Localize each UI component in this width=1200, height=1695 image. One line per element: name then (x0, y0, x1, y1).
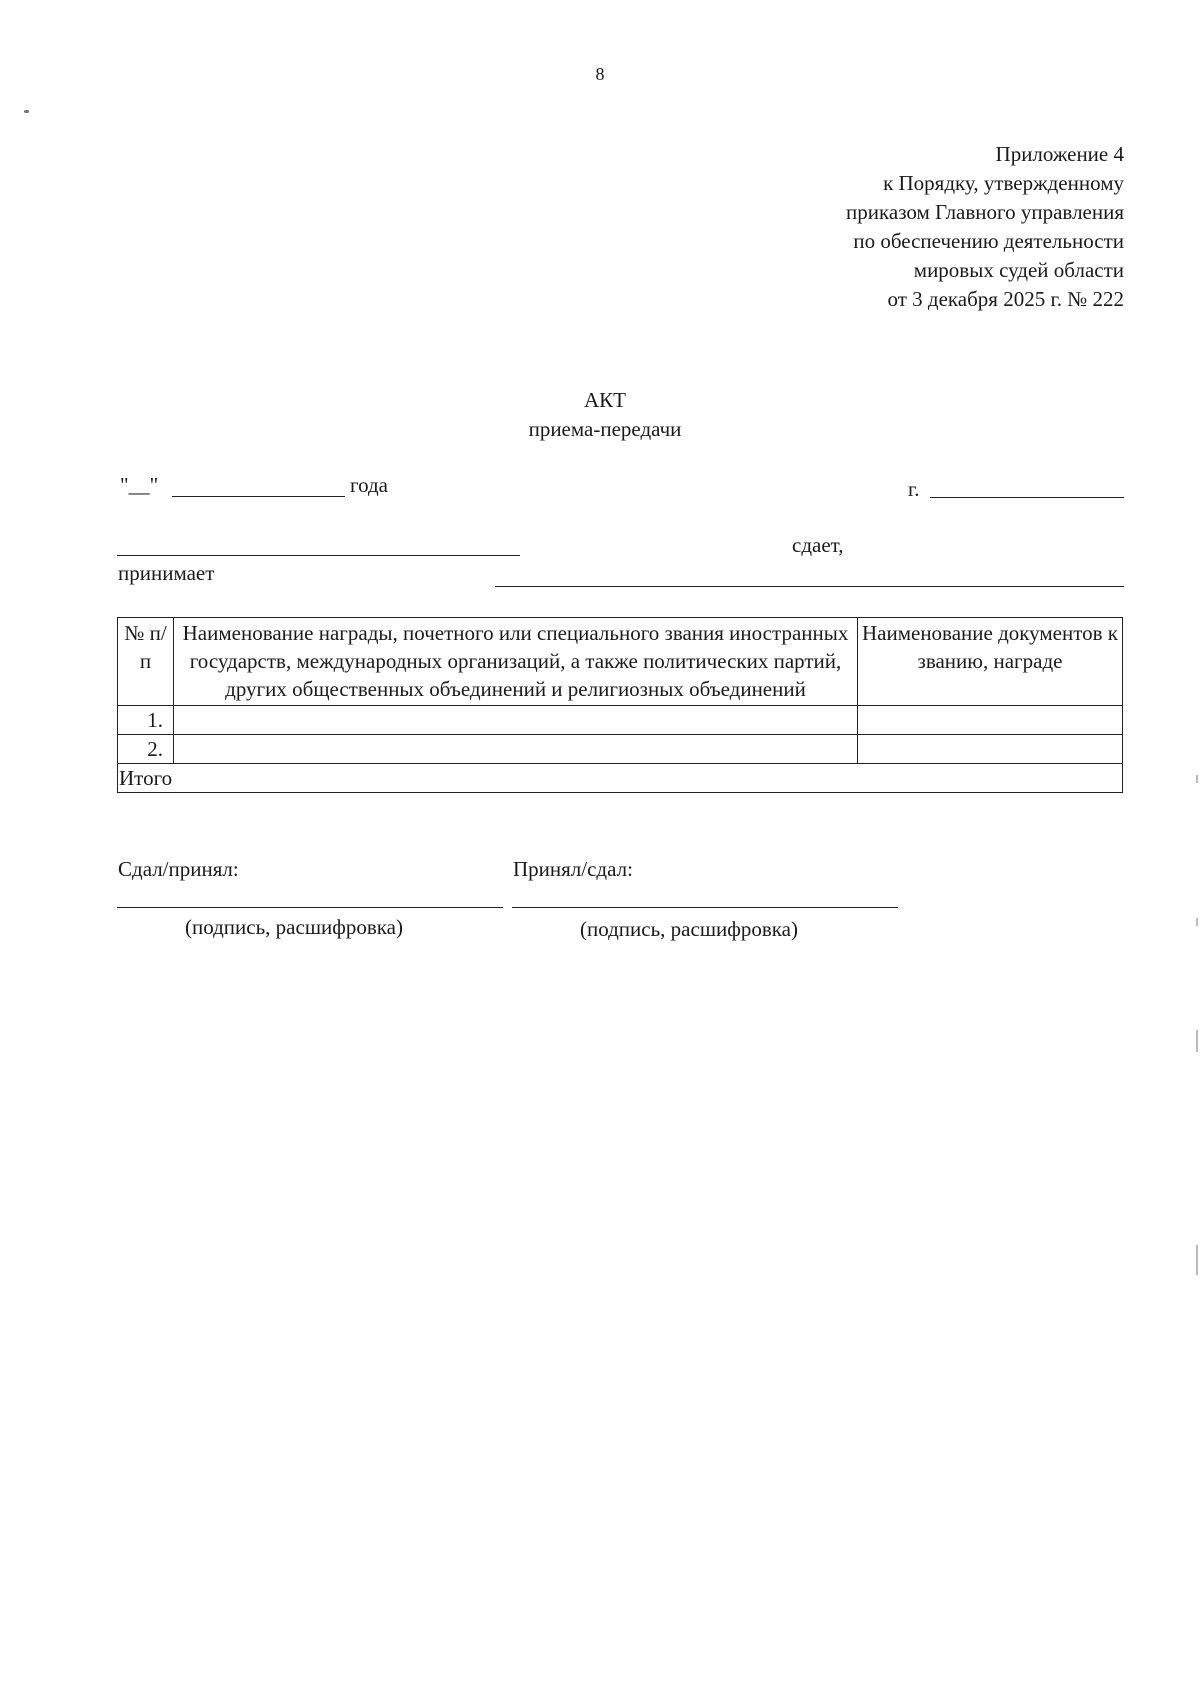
appendix-block (846, 140, 1124, 314)
appendix-line: по обеспечению деятельности (853, 229, 1124, 253)
city-line (930, 497, 1124, 498)
appendix-line: мировых судей области (913, 258, 1124, 282)
title-subtitle: приема-передачи (528, 417, 682, 441)
hands-over-line (117, 555, 520, 556)
hands-over-label: сдает, (792, 533, 844, 557)
left-signature-caption: (подпись, расшифровка) (185, 915, 403, 939)
table-row (118, 735, 1123, 764)
table-header-row (118, 618, 1123, 706)
document-title (0, 386, 1200, 444)
date-month-line (172, 496, 345, 497)
page-number: 8 (595, 64, 605, 84)
scan-artifact (1196, 775, 1198, 783)
appendix-line: к Порядку, утвержденному (883, 171, 1124, 195)
receives-label: принимает (118, 561, 215, 585)
header-award-name: Наименование награды, почетного или специального звания иностранных государств, международных организаций, а также политических партий, других общественных объединений и религиозных объединений (174, 618, 858, 706)
header-documents: Наименование документов к званию, награде (858, 618, 1123, 706)
table-row (118, 706, 1123, 735)
scan-artifact (1196, 918, 1198, 926)
row-number: 2. (118, 735, 174, 764)
left-signature-line (117, 907, 503, 908)
year-label: года (350, 473, 388, 497)
left-signature-label: Сдал/принял: (118, 857, 239, 881)
right-signature-label: Принял/сдал: (513, 857, 633, 881)
date-day-field: "__" (120, 473, 159, 497)
scan-artifact (1196, 1030, 1198, 1052)
appendix-line: приказом Главного управления (846, 200, 1124, 224)
appendix-line: от 3 декабря 2025 г. № 222 (887, 287, 1124, 311)
row-documents-cell (858, 706, 1123, 735)
scan-artifact (24, 110, 29, 113)
row-award-cell (174, 706, 858, 735)
total-label: Итого (118, 764, 1123, 793)
scan-artifact (1196, 1245, 1198, 1275)
row-award-cell (174, 735, 858, 764)
act-table (117, 617, 1123, 793)
right-signature-line (512, 907, 898, 908)
city-label: г. (908, 477, 920, 501)
row-number: 1. (118, 706, 174, 735)
appendix-line: Приложение 4 (995, 142, 1124, 166)
row-documents-cell (858, 735, 1123, 764)
title-act: АКТ (584, 388, 626, 412)
table-total-row (118, 764, 1123, 793)
header-number: № п/п (118, 618, 174, 706)
receives-line (495, 586, 1124, 587)
right-signature-caption: (подпись, расшифровка) (580, 917, 798, 941)
